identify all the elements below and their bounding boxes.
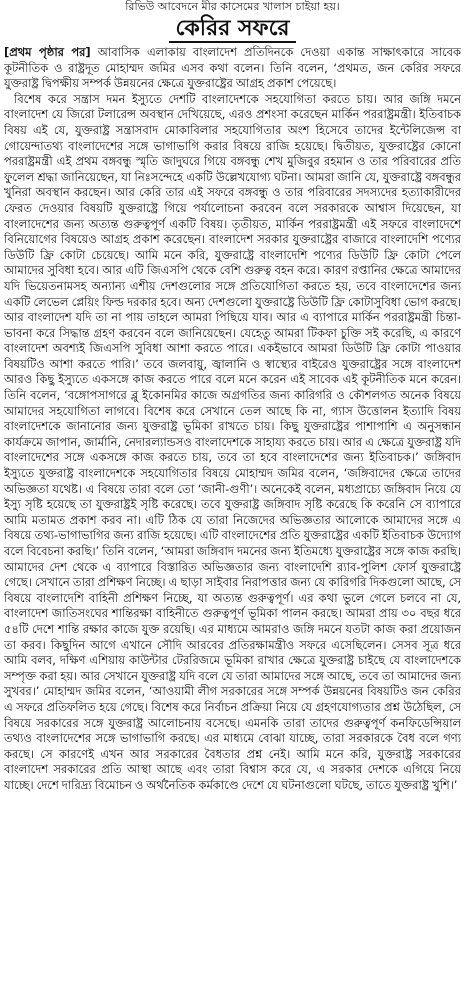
article-paragraph [4, 92, 461, 794]
headline-container [4, 15, 461, 43]
paragraph-text: আবাসিক এলাকায় বাংলাদেশ প্রতিদিনকে দেওয়া একান্ত সাক্ষাৎকারে সাবেক কূটনীতিক ও রাষ্ট্রদূত মোহাম্মদ জমির এসব কথা বলেন। তিনি বলেন, ‘প্রথমত, জন কেরির সফরে যুক্তরাষ্ট্র দ্বিপক্ষীয় সম্পর্ক উন্নয়নের ক্ষেত্রে যুক্তরাষ্ট্রের আগ্রহ প্রকাশ পেয়েছে। [4, 45, 461, 91]
article-body [4, 45, 461, 979]
article-headline: কেরির সফরে [169, 15, 295, 43]
article-paragraph [4, 45, 461, 92]
continuation-marker: [প্রথম পৃষ্ঠার পর] [4, 45, 91, 59]
previous-article-tail: রিভিউ আবেদনে মীর কাসেমের খালাস চাইয়া হয়। [125, 0, 340, 13]
paragraph-text: বিশেষ করে সন্ত্রাস দমন ইস্যুতে দেশটি বাংলাদেশকে সহযোগিতা করতে চায়। আর জঙ্গি দমনে বাংলাদেশ যে জিরো টলারেন্স অবস্থান দেখিয়েছে, এরও প্রশংসা করেছেন মার্কিন পররাষ্ট্রমন্ত্রী। ইতিবাচক বিষয় এই যে, যুক্তরাষ্ট্র সন্ত্রাসবাদ মোকাবিলার সহযোগিতার অংশ হিসেবে তাদের ইন্টেলিজেন্স বা গোয়েন্দাতথ্য বাংলাদেশের সঙ্গে ভাগাভাগি করার বিষয়ে রাজি হয়েছে। দ্বিতীয়ত, যুক্তরাষ্ট্রের কোনো পররাষ্ট্রমন্ত্রী এই প্রথম বঙ্গবন্ধু স্মৃতি জাদুঘরে গিয়ে বঙ্গবন্ধু শেখ মুজিবুর রহমান ও তার পরিবারের প্রতি ফুলেল শ্রদ্ধা জানিয়েছেন, যা নিঃসন্দেহে একটি উল্লেখযোগ্য ঘটনা। আমরা জানি যে, যুক্তরাষ্ট্রে বঙ্গবন্ধুর খুনিরা অবস্থান করছেন। আর কেরি তার এই সফরে বঙ্গবন্ধু ও তার পরিবারের সদস্যদের হত্যাকারীদের ফেরত দেওয়ার বিষয়টি যুক্তরাষ্ট্রে গিয়ে পর্যালোচনা করবেন বলে সরকারকে আশ্বাস দিয়েছেন, যা বাংলাদেশের জন্য অত্যন্ত গুরুত্বপূর্ণ একটি বিষয়। তৃতীয়ত, মার্কিন পররাষ্ট্রমন্ত্রী এই সফরে বাংলাদেশে বিনিয়োগের বিষয়েও আগ্রহ প্রকাশ করেছেন। বাংলাদেশ সরকার যুক্তরাষ্ট্রের বাজারে বাংলাদেশি পণ্যের ডিউটি ফ্রি কোটা চেয়েছে। আমি মনে করি, যুক্তরাষ্ট্রে বাংলাদেশি পণ্যের ডিউটি ফ্রি কোটা পেলে আমাদের সুবিধা হবে। আর এটি জিএসপি থেকে বেশি গুরুত্ব বহন করে। কারণ রপ্তানির ক্ষেত্রে আমাদের যদি ভিয়েতনামসহ অন্যান্য এশীয় দেশগুলোর সঙ্গে প্রতিযোগিতা করতে হয়, তবে বাংলাদেশের জন্য একটি লেভেল প্লেয়িং ফিল্ড দরকার হবে। অন্য দেশগুলো যুক্তরাষ্ট্রে ডিউটি ফ্রি কোটাসুবিধা ভোগ করছে। আর বাংলাদেশ যদি তা না পায় তাহলে আমরা পিছিয়ে যাব। আর এ ব্যাপারে মার্কিন পররাষ্ট্রমন্ত্রী চিন্তা-ভাবনা করে সিদ্ধান্ত গ্রহণ করবেন বলে জানিয়েছেন। যেহেতু আমরা টিকফা চুক্তি সই করেছি, এ কারণে বাংলাদেশ অবশ্যই জিএসপি সুবিধা আশা করতে পারে। একইভাবে আমরা ডিউটি ফ্রি কোটা পাওয়ার বিষয়টিও আশা করতে পারি।’ তবে জলবায়ু, জ্বালানি ও স্বাস্থ্যের বাইরেও যুক্তরাষ্ট্রের সঙ্গে বাংলাদেশ আরও কিছু ইস্যুতে একসঙ্গে কাজ করতে পারে বলে মনে করেন এই সাবেক এই কূটনীতিক মনে করেন। তিনি বলেন, ‘বঙ্গোপসাগরে ব্লু ইকোনমির কাজে অগ্রগতির জন্য কারিগরি ও কৌশলগত অনেক বিষয়ে আমাদের সহযোগিতা লাগবে। বিশেষ করে সেখানে তেল আছে কি না, গ্যাস উত্তোলন ইত্যাদি বিষয় বাংলাদেশকে জানানোর জন্য যুক্তরাষ্ট্র ভূমিকা রাখতে চায়। কিছু যুক্তরাষ্ট্রের পাশাপাশি এ অনুসন্ধান কার্যক্রমে জাপান, জার্মানি, নেদারল্যান্ডসও বাংলাদেশকে সাহায্য করতে চায়। আর এ ক্ষেত্রে যুক্তরাষ্ট্র যদি বাংলাদেশের সঙ্গে একসঙ্গে কাজ করতে চায়, তবে তা হবে বাংলাদেশের জন্য ইতিবাচক।’ জঙ্গিবাদ ইস্যুতে যুক্তরাষ্ট্র বাংলাদেশকে সহযোগিতার বিষয়ে মোহাম্মদ জমির বলেন, ‘জঙ্গিবাদের ক্ষেত্রে তাদের অভিজ্ঞতা যথেষ্ট। এ বিষয়ে তারা বলে তো ‘জানী-গুণী’। অনেকেই বলেন, মধ্যপ্রাচ্যে জঙ্গিবাদ নিয়ে যে ইস্যু সৃষ্টি হয়েছে তা যুক্তরাষ্ট্রই সৃষ্টি করেছে। তবে যুক্তরাষ্ট্র জঙ্গিবাদ সৃষ্টি করেছে কি করেনি সে ব্যাপারে আমি মতামত প্রকাশ করব না। এটি ঠিক যে তারা নিজেদের অভিজ্ঞতার আলোকে আমাদের সঙ্গে এ বিষয়ে তথ্য-ভাগাভাগির জন্য রাজি হয়েছে। এটি বাংলাদেশের প্রতি যুক্তরাষ্ট্রের একটি ইতিবাচক উদ্যোগ বলে বিবেচনা করছি।’ তিনি বলেন, ‘আমরা জঙ্গিবাদ দমনের জন্য ইতিমধ্যে যুক্তরাষ্ট্রের সঙ্গে কাজ করছি। আমাদের দেশ থেকে এ ব্যাপারে বিস্তারিত অভিজ্ঞতার জন্য বাংলাদেশি র‌্যাব-পুলিশ ফোর্স যুক্তরাষ্ট্রে গেছে। সেখানে তারা প্রশিক্ষণ নিচ্ছে। এ ছাড়া সাইবার নিরাপত্তার জন্য যে কারিগরি দিকগুলো আছে, সে বিষয়ে বাংলাদেশি বাহিনী প্রশিক্ষণ নিচ্ছে, যা অত্যন্ত গুরুত্বপূর্ণ। এর কথা ভুলে গেলে চলবে না যে, বাংলাদেশ জাতিসংঘের শান্তিরক্ষা বাহিনীতে গুরুত্বপূর্ণ ভূমিকা পালন করছে। আমরা প্রায় ৩০ বছর ধরে ৫৪টি দেশে শান্তি রক্ষার কাজে যুক্ত রয়েছি। এর মাধ্যমে আমরাও জঙ্গি দমনে যতটা কাজ করা প্রয়োজন তা করব। কিছুদিন আগে এখানে সৌদি আরবের প্রতিরক্ষামন্ত্রীও সফরে এসেছিলেন। সেসব সূত্র ধরে আমি বলব, দক্ষিণ এশিয়ায় কাউন্টার টেররিজমে ভূমিকা রাখার ক্ষেত্রে যুক্তরাষ্ট্র চাইছে যে বাংলাদেশকে সম্পৃক্ত করা হয়। আর সেখানে যুক্তরাষ্ট্র যদি বলে যে তারা আমাদের সঙ্গে আছে, তবে তা আমাদের জন্য সুখবর।’ মোহাম্মদ জমির বলেন, ‘আওয়ামী লীগ সরকারের সঙ্গে সম্পর্ক উন্নয়নের বিষয়টিও জন কেরির এ সফরে প্রতিফলিত হয়ে গেছে। বিশেষ করে নির্বাচন প্রক্রিয়া নিয়ে যে গ্রহণযোগ্যতার প্রশ্ন উঠেছিল, সে বিষয়ে সরকারের সঙ্গে যুক্তরাষ্ট্র আলোচনায় বসেছে। এমনকি তারা তাদের গুরুত্বপূর্ণ কনফিডেন্সিয়াল তথ্যও বাংলাদেশের সঙ্গে ভাগাভাগি করছে। এর মাধ্যমে বোঝা যাচ্ছে, তারা সরকারকে বৈধ বলে গণ্য করছে। সে কারণেই এখন আর সরকারের বৈধতার প্রশ্ন নেই। আমি মনে করি, যুক্তরাষ্ট্র সরকারের বাংলাদেশ সরকারের প্রতি আস্থা আছে এবং তারা বিশ্বাস করে যে, এ সরকার দেশকে এগিয়ে নিয়ে যাচ্ছে। দেশে দারিদ্র্য বিমোচন ও অর্থনৈতিক কর্মকাণ্ডে দেশে যে ঘটনাগুলো ঘটছে, তাতে যুক্তরাষ্ট্র খুশি।’ [4, 91, 461, 792]
